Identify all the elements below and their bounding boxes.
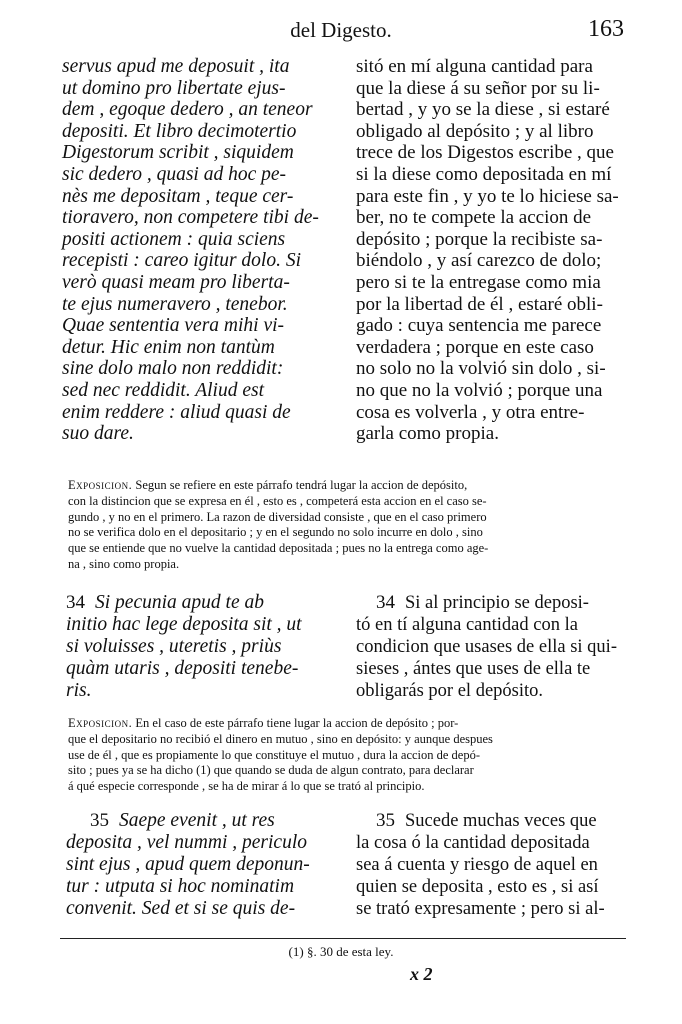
- spanish-line: bertad , y yo se la diese , si estaré: [356, 99, 610, 121]
- spanish-line: ber, no te compete la accion de: [356, 207, 592, 229]
- spanish-line: 35 Sucede muchas veces que: [376, 810, 597, 831]
- exposicion-line: que el depositario no recibió el dinero en mutuo , sino en depósito: y aunque despues: [68, 731, 493, 746]
- latin-line: te ejus numeravero , tenebor.: [62, 293, 288, 315]
- spanish-line: sitó en mí alguna cantidad para: [356, 56, 593, 77]
- latin-line: deposita , vel nummi , periculo: [66, 832, 307, 853]
- latin-column-sec34: [66, 592, 346, 702]
- latin-line: si voluisses , uteretis , priùs: [66, 636, 282, 657]
- spanish-column-sec34: [356, 592, 626, 702]
- spanish-line: condicion que usases de ella si qui-: [356, 637, 617, 657]
- latin-line: quàm utaris , depositi tenebe-: [66, 658, 299, 679]
- exposicion-line: gundo , y no en el primero. La razon de diversidad consiste , que en el caso primero: [68, 509, 487, 524]
- spanish-line: biéndolo , y así carezco de dolo;: [356, 250, 602, 272]
- spanish-column-sec33: [356, 56, 626, 445]
- spanish-line: para este fin , y yo te lo hiciese sa-: [356, 185, 619, 207]
- spanish-line: sieses , ántes que uses de ella te: [356, 659, 591, 679]
- exposicion-sec33: [68, 478, 620, 573]
- section-number: 35: [376, 810, 395, 831]
- exposicion-line: na , sino como propia.: [68, 556, 180, 571]
- latin-line: 35 Saepe evenit , ut res: [90, 810, 275, 831]
- spanish-line: quien se deposita , esto es , si así: [356, 877, 599, 897]
- spanish-line: la cosa ó la cantidad depositada: [356, 833, 590, 853]
- spanish-line: obligado al depósito ; y al libro: [356, 120, 594, 142]
- latin-line: convenit. Sed et si se quis de-: [66, 898, 296, 919]
- spanish-line: gado : cuya sentencia me parece: [356, 315, 602, 337]
- exposicion-label: Exposicion.: [68, 716, 133, 730]
- page-number: 163: [588, 16, 624, 42]
- exposicion-line: Exposicion. Segun se refiere en este párrafo tendrá lugar la accion de depósito,: [68, 478, 468, 492]
- exposicion-line: á qué especie corresponde , se ha de mirar á lo que se trató al principio.: [68, 779, 425, 794]
- latin-line: positi actionem : quia sciens: [62, 228, 286, 250]
- latin-line: recepisti : careo igitur dolo. Si: [62, 250, 302, 272]
- spanish-line: 34 Si al principio se deposi-: [376, 592, 589, 613]
- spanish-line: tó en tí alguna cantidad con la: [356, 615, 578, 635]
- exposicion-label: Exposicion.: [68, 478, 133, 492]
- spanish-line: se trató expresamente ; pero si al-: [356, 899, 605, 919]
- spanish-column-sec35: [356, 810, 626, 920]
- spanish-line: sea á cuenta y riesgo de aquel en: [356, 855, 598, 875]
- latin-line: detur. Hic enim non tantùm: [62, 336, 275, 358]
- latin-line: sic dedero , quasi ad hoc pe-: [62, 163, 287, 185]
- latin-line: verò quasi meam pro liberta-: [62, 271, 290, 293]
- exposicion-line: con la distincion que se expresa en él , esto es , competerá esta accion en el caso se-: [68, 493, 487, 508]
- spanish-line: no que no la volvió ; porque una: [356, 379, 603, 401]
- section-number: 35: [90, 810, 109, 831]
- latin-line: dem , egoque dedero , an teneor: [62, 99, 313, 121]
- spanish-line: verdadera ; porque en este caso: [356, 336, 594, 358]
- latin-column-sec33: [62, 56, 342, 445]
- latin-line: sine dolo malo non reddidit:: [62, 358, 284, 380]
- latin-line: suo dare.: [62, 423, 134, 445]
- latin-line: enim reddere : aliud quasi de: [62, 401, 291, 423]
- exposicion-sec34: [68, 716, 620, 795]
- exposicion-line: sito ; pues ya se ha dicho (1) que quando se duda de algun contrato, para declarar: [68, 763, 474, 778]
- spanish-line: obligarás por el depósito.: [356, 681, 544, 701]
- footnote-divider: [60, 938, 626, 939]
- latin-line: sed nec reddidit. Aliud est: [62, 379, 265, 401]
- latin-line: depositi. Et libro decimotertio: [62, 120, 297, 142]
- latin-line: servus apud me deposuit , ita: [62, 56, 290, 77]
- exposicion-line: use de él , que es propiamente lo que constituye el mutuo , dura la accion de depó-: [68, 747, 481, 762]
- spanish-line: garla como propia.: [356, 423, 499, 445]
- spanish-line: no solo no la volvió sin dolo , si-: [356, 358, 606, 380]
- latin-column-sec35: [66, 810, 346, 920]
- exposicion-line: no se verifica dolo en el depositario ; y en el segundo no solo incurre en dolo , sino: [68, 525, 483, 540]
- spanish-line: por la libertad de él , estaré obli-: [356, 293, 603, 315]
- latin-line: sint ejus , apud quem deponun-: [66, 854, 310, 875]
- spanish-line: trece de los Digestos escribe , que: [356, 142, 614, 164]
- spanish-line: depósito ; porque la recibiste sa-: [356, 228, 603, 250]
- latin-line: nès me depositam , teque cer-: [62, 185, 294, 207]
- section-number: 34: [376, 592, 395, 613]
- spanish-line: que la diese á su señor por su li-: [356, 77, 600, 99]
- latin-line: Digestorum scribit , siquidem: [62, 142, 294, 164]
- latin-line: initio hac lege deposita sit , ut: [66, 614, 302, 635]
- latin-line: tur : utputa si hoc nominatim: [66, 876, 295, 897]
- latin-line: tioravero, non competere tibi de-: [62, 207, 319, 229]
- spanish-line: pero si te la entregase como mia: [356, 271, 601, 293]
- spanish-line: cosa es volverla , y otra entre-: [356, 401, 585, 423]
- signature-mark: x 2: [410, 964, 433, 984]
- spanish-line: si la diese como depositada en mí: [356, 163, 612, 185]
- exposicion-line: Exposicion. En el caso de este párrafo tiene lugar la accion de depósito ; por-: [68, 716, 459, 730]
- section-number: 34: [66, 592, 85, 613]
- exposicion-line: que se entiende que no vuelve la cantidad depositada ; pues no la entrega como age-: [68, 541, 489, 556]
- footnote: (1) §. 30 de esta ley.: [288, 944, 394, 959]
- latin-line: ut domino pro libertate ejus-: [62, 77, 286, 99]
- latin-line: ris.: [66, 680, 92, 701]
- running-title: del Digesto.: [290, 18, 392, 42]
- latin-line: 34 Si pecunia apud te ab: [66, 592, 264, 613]
- latin-line: Quae sententia vera mihi vi-: [62, 315, 285, 337]
